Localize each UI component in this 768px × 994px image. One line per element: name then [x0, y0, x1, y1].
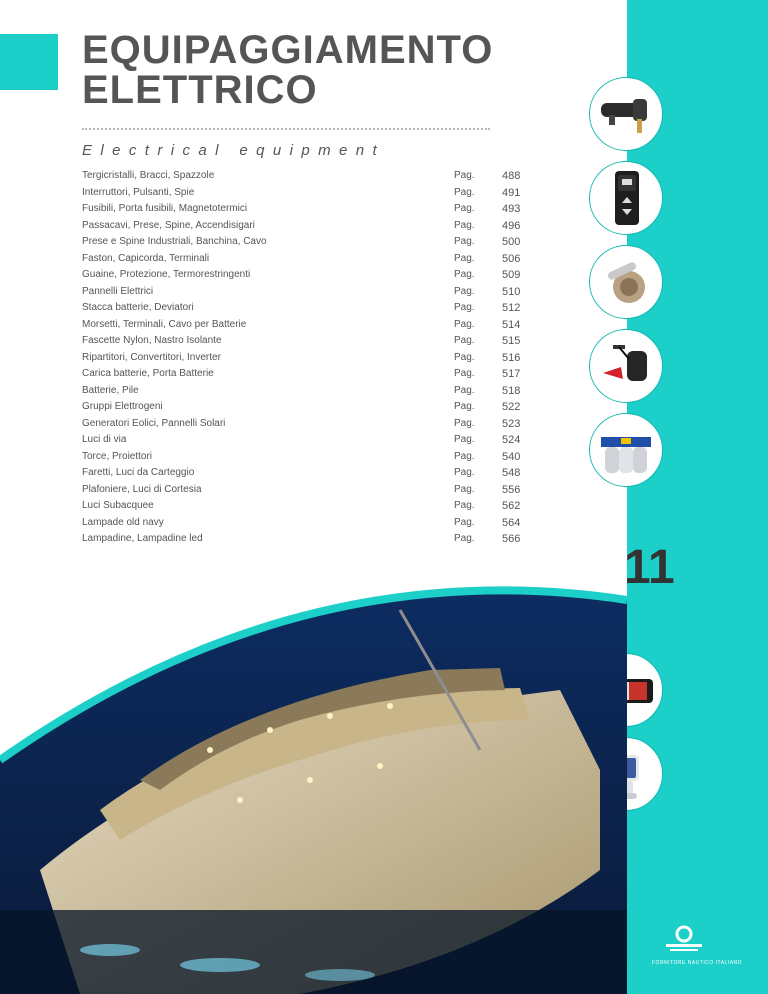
toc-pag: Pag. — [454, 302, 475, 313]
toc-page-number: 510 — [502, 285, 521, 298]
toc-label: Torce, Proiettori — [82, 450, 153, 462]
toc-page-number: 500 — [502, 236, 521, 248]
toc-row[interactable] — [82, 168, 522, 185]
toc-page-number: 523 — [502, 417, 521, 430]
toc-pag: Pag. — [454, 483, 475, 495]
toc-row[interactable] — [82, 234, 522, 251]
corner-accent-square — [0, 34, 58, 90]
chapter-number: 11 — [624, 541, 675, 594]
battery-icon — [590, 414, 662, 486]
toc-page-number: 522 — [502, 401, 521, 413]
toc-row[interactable] — [82, 300, 522, 317]
toc-label: Tergicristalli, Bracci, Spazzole — [82, 170, 215, 181]
toc-page-number: 515 — [502, 335, 521, 347]
toc-pag: Pag. — [454, 318, 475, 330]
toc-pag: Pag. — [454, 417, 475, 429]
toc-page-number: 488 — [502, 170, 521, 182]
toc-row[interactable] — [82, 201, 522, 218]
toc-label: Gruppi Elettrogeni — [82, 401, 163, 412]
toc-row[interactable] — [82, 218, 522, 235]
toc-row[interactable] — [82, 251, 522, 268]
toc-row[interactable] — [82, 284, 522, 301]
toc-pag: Pag. — [454, 269, 475, 280]
toc-pag: Pag. — [454, 500, 475, 511]
toc-page-number: 562 — [502, 500, 521, 512]
toc-label: Plafoniere, Luci di Cortesia — [82, 483, 202, 495]
toc-row[interactable] — [82, 498, 522, 515]
table-of-contents — [82, 168, 522, 548]
toc-page-number: 556 — [502, 483, 521, 496]
toc-pag: Pag. — [454, 516, 475, 528]
toc-page-number: 566 — [502, 533, 521, 545]
toc-label: Stacca batterie, Deviatori — [82, 302, 194, 313]
toc-pag: Pag. — [454, 186, 475, 198]
toc-page-number: 548 — [502, 467, 521, 479]
side-accent-bar — [627, 0, 768, 994]
toc-label: Carica batterie, Porta Batterie — [82, 368, 214, 379]
toc-row[interactable] — [82, 482, 522, 499]
rocker-switch-icon — [590, 162, 662, 234]
toc-label: Generatori Eolici, Pannelli Solari — [82, 417, 226, 429]
company-logo-icon — [664, 924, 704, 954]
toc-row[interactable] — [82, 449, 522, 466]
page-title-line1: EQUIPAGGIAMENTO — [82, 28, 494, 72]
toc-row[interactable] — [82, 432, 522, 449]
toc-pag: Pag. — [454, 219, 475, 231]
toc-label: Lampade old navy — [82, 516, 164, 528]
toc-pag: Pag. — [454, 170, 475, 181]
toc-page-number: 518 — [502, 384, 521, 397]
toc-label: Interruttori, Pulsanti, Spie — [82, 186, 195, 198]
toc-page-number: 493 — [502, 203, 521, 215]
toc-page-number: 496 — [502, 219, 521, 232]
toc-row[interactable] — [82, 399, 522, 416]
toc-label: Luci Subacquee — [82, 500, 154, 511]
toc-pag: Pag. — [454, 450, 475, 462]
toc-row[interactable] — [82, 515, 522, 532]
toc-row[interactable] — [82, 317, 522, 334]
toc-row[interactable] — [82, 366, 522, 383]
toc-pag: Pag. — [454, 384, 475, 396]
toc-label: Fascette Nylon, Nastro Isolante — [82, 335, 222, 346]
toc-page-number: 512 — [502, 302, 521, 314]
toc-row[interactable] — [82, 416, 522, 433]
toc-label: Prese e Spine Industriali, Banchina, Cavo — [82, 236, 267, 247]
toc-pag: Pag. — [454, 252, 475, 264]
battery-key-icon — [590, 330, 662, 402]
toc-page-number: 517 — [502, 368, 521, 380]
toc-label: Faston, Capicorda, Terminali — [82, 252, 210, 264]
toc-label: Passacavi, Prese, Spine, Accendisigari — [82, 219, 255, 231]
toc-pag: Pag. — [454, 351, 475, 363]
toc-row[interactable] — [82, 383, 522, 400]
toc-page-number: 506 — [502, 252, 521, 265]
toc-pag: Pag. — [454, 401, 475, 412]
page-subtitle: Electrical equipment — [82, 142, 386, 159]
toc-pag: Pag. — [454, 236, 475, 247]
toc-label: Faretti, Luci da Carteggio — [82, 467, 195, 478]
toc-pag: Pag. — [454, 533, 475, 544]
toc-row[interactable] — [82, 465, 522, 482]
toc-pag: Pag. — [454, 368, 475, 379]
page-title-line2: ELETTRICO — [82, 68, 318, 112]
toc-page-number: 509 — [502, 269, 521, 281]
toc-page-number: 491 — [502, 186, 521, 199]
toc-row[interactable] — [82, 350, 522, 367]
toc-pag: Pag. — [454, 434, 475, 445]
toc-row[interactable] — [82, 267, 522, 284]
logo-text: FORNITORE NAUTICO ITALIANO — [652, 960, 743, 966]
toc-page-number: 524 — [502, 434, 521, 446]
toc-label: Luci di via — [82, 434, 127, 445]
toc-label: Fusibili, Porta fusibili, Magnetotermici — [82, 203, 248, 214]
toc-label: Morsetti, Terminali, Cavo per Batterie — [82, 318, 247, 330]
wiper-motor-icon — [590, 78, 662, 150]
toc-pag: Pag. — [454, 203, 475, 214]
toc-row[interactable] — [82, 531, 522, 548]
toc-pag: Pag. — [454, 335, 475, 346]
toc-page-number: 540 — [502, 450, 521, 463]
toc-page-number: 516 — [502, 351, 521, 364]
toc-label: Pannelli Elettrici — [82, 285, 154, 297]
toc-label: Batterie, Pile — [82, 384, 139, 396]
toc-label: Ripartitori, Convertitori, Inverter — [82, 351, 221, 363]
toc-label: Guaine, Protezione, Termorestringenti — [82, 269, 251, 280]
yacht-photo — [0, 570, 627, 994]
toc-row[interactable] — [82, 333, 522, 350]
toc-page-number: 564 — [502, 516, 521, 529]
page-title — [82, 30, 493, 110]
toc-pag: Pag. — [454, 285, 475, 297]
toc-label: Lampadine, Lampadine led — [82, 533, 203, 544]
toc-pag: Pag. — [454, 467, 475, 478]
toc-page-number: 514 — [502, 318, 521, 331]
toc-row[interactable] — [82, 185, 522, 202]
battery-switch-icon — [590, 246, 662, 318]
dotted-divider — [82, 128, 490, 130]
